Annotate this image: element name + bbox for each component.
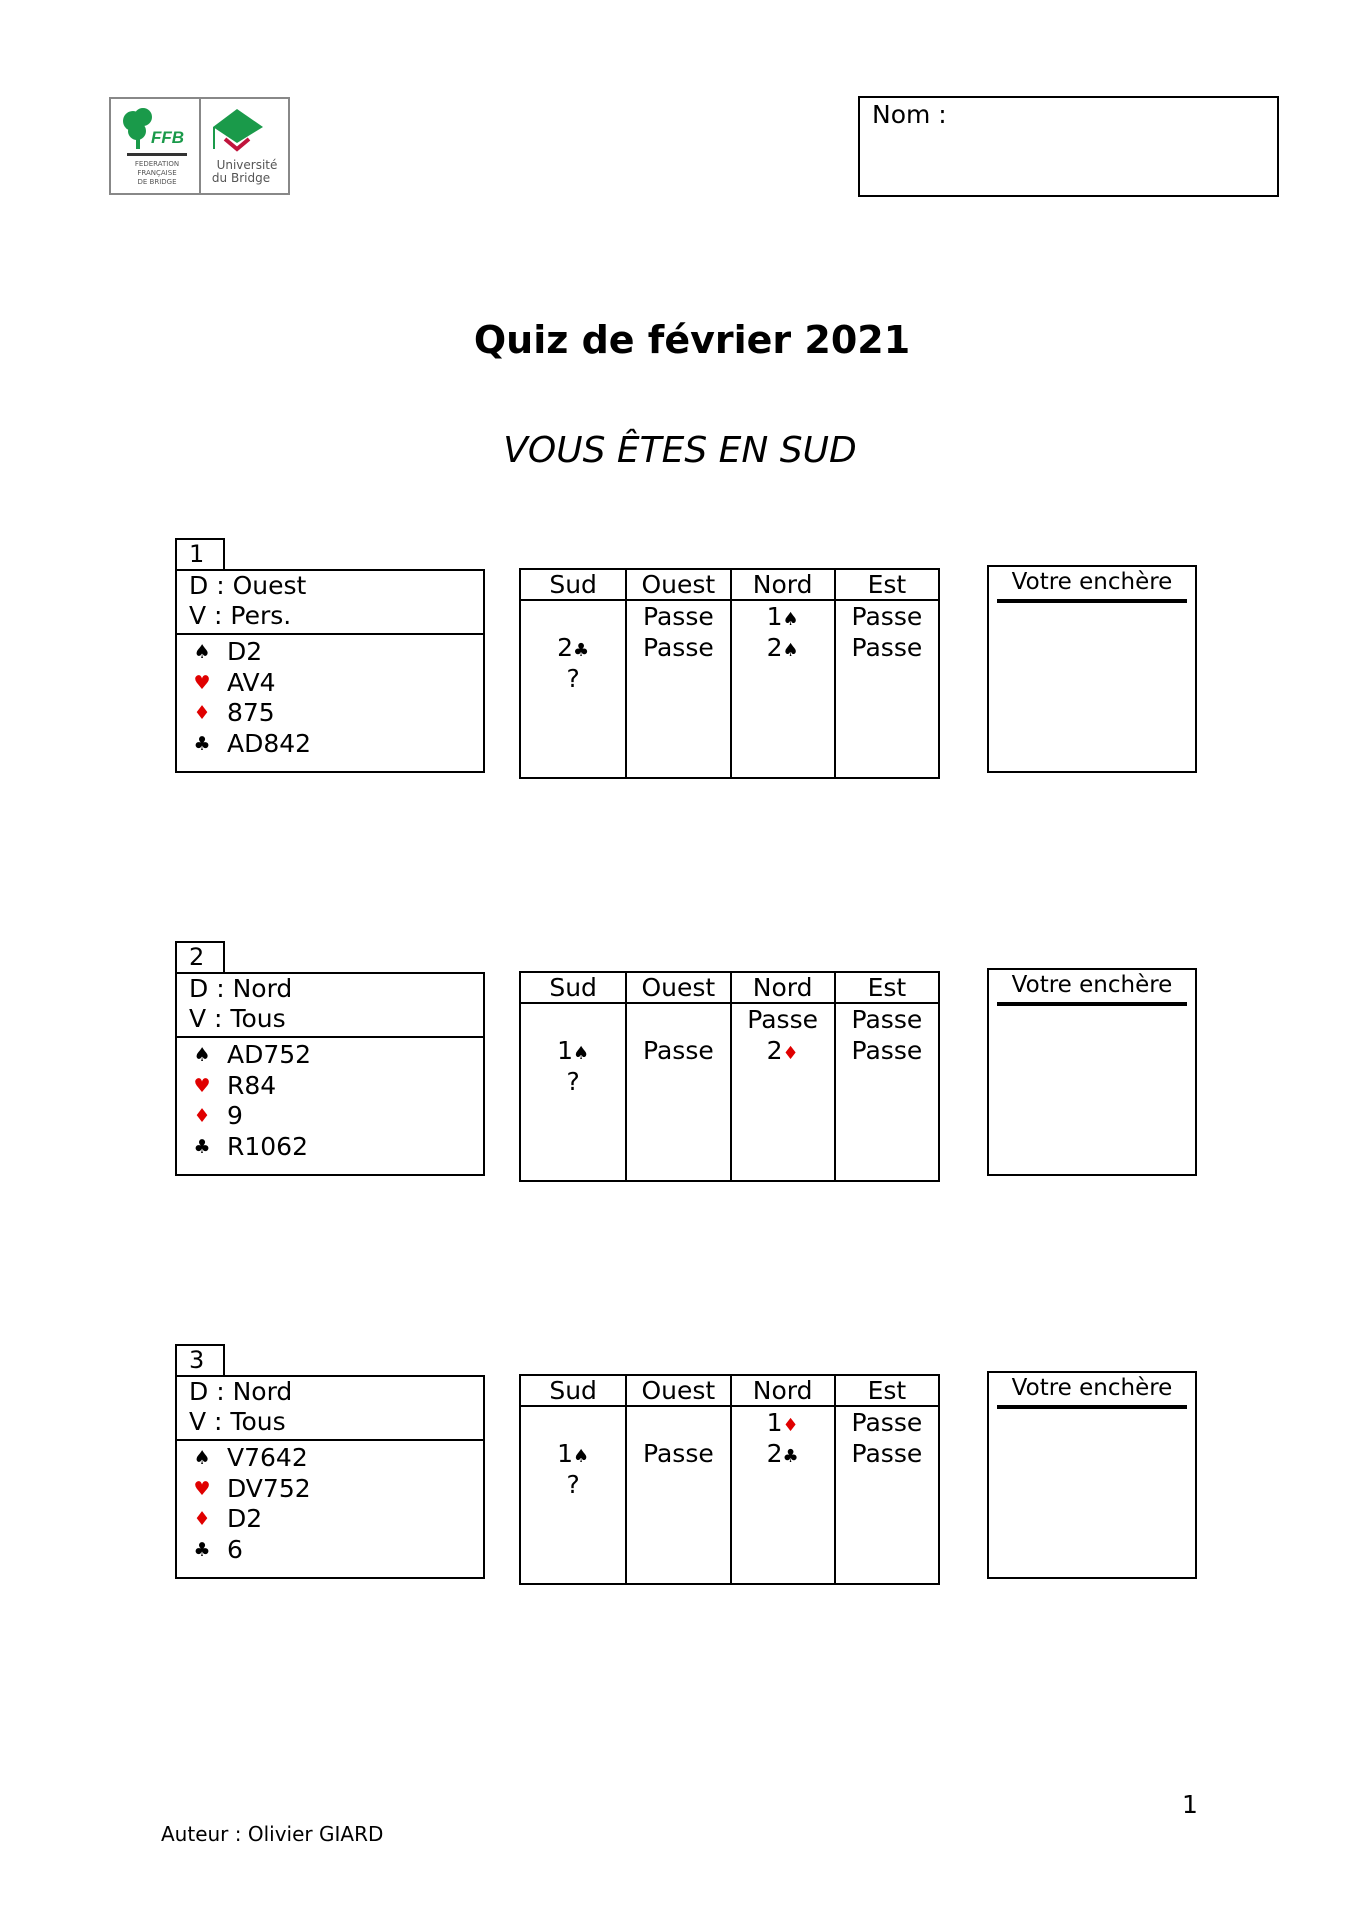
- auction-column: [730, 601, 834, 777]
- auction-table: [519, 971, 940, 1182]
- auction-column: [521, 1004, 625, 1180]
- answer-label: Votre enchère: [1011, 569, 1173, 595]
- deal-info: [177, 1377, 483, 1441]
- svg-text:FRANÇAISE: FRANÇAISE: [137, 169, 177, 177]
- suit-icon: ♠: [573, 1446, 590, 1467]
- auction-header: Nord: [730, 973, 834, 1004]
- auction-column: [521, 601, 625, 777]
- suit-icon: ♠: [782, 640, 799, 661]
- auction-header: Ouest: [625, 973, 729, 1004]
- auction-column: [730, 1004, 834, 1180]
- answer-box[interactable]: [987, 1371, 1197, 1579]
- suit-cards: D2: [227, 1504, 263, 1533]
- answer-underline: [997, 1405, 1187, 1409]
- suit-icon: ♣: [193, 732, 211, 755]
- suit-icon: ♥: [193, 1074, 211, 1097]
- page-title: Quiz de février 2021: [473, 318, 911, 362]
- svg-text:FEDERATION: FEDERATION: [134, 160, 180, 168]
- dealer-label: D : Nord: [189, 1377, 293, 1406]
- dealer-label: D : Nord: [189, 974, 293, 1003]
- answer-underline: [997, 599, 1187, 603]
- auction-header: Sud: [521, 1376, 625, 1407]
- auction-column: [834, 601, 938, 777]
- suit-row: [177, 1504, 483, 1535]
- suit-icon: ♠: [193, 641, 211, 663]
- hand-diagram: [175, 972, 485, 1176]
- auction-table: [519, 1374, 940, 1585]
- suit-icon: ♠: [193, 1044, 211, 1066]
- bid: Passe: [643, 602, 714, 631]
- suit-cards: AV4: [227, 667, 276, 697]
- bid: [521, 1407, 625, 1438]
- bid: Passe: [851, 1408, 923, 1437]
- auction-header: Ouest: [625, 570, 729, 601]
- deal-info: [177, 571, 483, 635]
- auction-column: [625, 1004, 729, 1180]
- svg-text:DE BRIDGE: DE BRIDGE: [137, 178, 177, 186]
- auction-header: Nord: [730, 1376, 834, 1407]
- suit-row: [177, 1101, 483, 1132]
- auction-column: [625, 601, 729, 777]
- suit-row: [177, 668, 483, 699]
- suit-cards: 875: [227, 698, 275, 727]
- vulnerability-label: V : Pers.: [189, 601, 292, 630]
- vulnerability-label: V : Tous: [189, 1004, 286, 1033]
- auction-header: Nord: [730, 570, 834, 601]
- suit-row: [177, 637, 483, 668]
- bid: ?: [566, 1067, 580, 1096]
- bid: Passe: [643, 1439, 714, 1468]
- suit-icon: ♦: [782, 1043, 799, 1064]
- suit-icon: ♦: [193, 1105, 211, 1127]
- deal-info: [177, 974, 483, 1038]
- hand-holdings: [177, 1038, 483, 1162]
- bid: Passe: [851, 633, 923, 662]
- bid: 2♦: [766, 1036, 799, 1065]
- bid: Passe: [851, 1439, 923, 1468]
- quiz-number: 2: [175, 941, 225, 972]
- suit-icon: ♦: [782, 1415, 799, 1436]
- suit-icon: ♦: [193, 1508, 211, 1530]
- suit-icon: ♥: [193, 671, 211, 694]
- suit-cards: D2: [227, 637, 263, 666]
- auction-header: Est: [834, 570, 938, 601]
- suit-icon: ♥: [193, 1477, 211, 1500]
- bid: 1♠: [557, 1439, 590, 1468]
- auction-header: Sud: [521, 973, 625, 1004]
- suit-icon: ♦: [193, 702, 211, 724]
- suit-icon: ♣: [782, 1446, 799, 1467]
- universite-logo: [201, 99, 289, 193]
- bid: ?: [566, 664, 580, 693]
- ffb-logo: [111, 99, 201, 193]
- suit-icon: ♠: [782, 609, 799, 630]
- quiz-number: 3: [175, 1344, 225, 1375]
- auction-table: [519, 568, 940, 779]
- hand-holdings: [177, 635, 483, 759]
- auction-column: [834, 1407, 938, 1583]
- suit-icon: ♠: [193, 1447, 211, 1469]
- suit-cards: AD752: [227, 1040, 312, 1069]
- auction-column: [521, 1407, 625, 1583]
- name-label: Nom :: [872, 100, 947, 129]
- bid: 2♠: [766, 633, 799, 662]
- bid: 1♦: [766, 1408, 799, 1437]
- suit-cards: AD842: [227, 728, 312, 758]
- hand-diagram: [175, 1375, 485, 1579]
- auction-header: Sud: [521, 570, 625, 601]
- answer-label: Votre enchère: [1011, 972, 1173, 998]
- suit-icon: ♠: [573, 1043, 590, 1064]
- suit-row: [177, 1132, 483, 1163]
- bid: [627, 1004, 729, 1035]
- suit-row: [177, 1071, 483, 1102]
- svg-text:FFB: FFB: [151, 128, 185, 147]
- page-number: 1: [1182, 1790, 1198, 1819]
- bid: 2♣: [557, 633, 590, 662]
- auction-column: [834, 1004, 938, 1180]
- suit-icon: ♣: [193, 1135, 211, 1158]
- auction-header: Ouest: [625, 1376, 729, 1407]
- auction-column: [625, 1407, 729, 1583]
- author: Auteur : Olivier GIARD: [161, 1822, 384, 1846]
- bid: Passe: [747, 1005, 818, 1034]
- answer-underline: [997, 1002, 1187, 1006]
- logo: [109, 97, 290, 195]
- name-field[interactable]: [858, 96, 1279, 197]
- bid: 1♠: [766, 602, 799, 631]
- answer-box[interactable]: [987, 565, 1197, 773]
- bid: [521, 1004, 625, 1035]
- bid: Passe: [851, 1005, 923, 1034]
- suit-row: [177, 1040, 483, 1071]
- page-subtitle: VOUS ÊTES EN SUD: [503, 430, 857, 471]
- bid: Passe: [643, 1036, 714, 1065]
- answer-box[interactable]: [987, 968, 1197, 1176]
- bid: 2♣: [766, 1439, 799, 1468]
- suit-row: [177, 1474, 483, 1505]
- answer-label: Votre enchère: [1011, 1375, 1173, 1401]
- suit-cards: R1062: [227, 1131, 308, 1161]
- svg-text:du Bridge: du Bridge: [211, 171, 270, 185]
- auction-column: [730, 1407, 834, 1583]
- suit-icon: ♣: [573, 640, 590, 661]
- suit-row: [177, 729, 483, 760]
- bid: [521, 601, 625, 632]
- bid: ?: [566, 1470, 580, 1499]
- bid: [627, 1407, 729, 1438]
- suit-row: [177, 1443, 483, 1474]
- suit-cards: 9: [227, 1101, 243, 1130]
- suit-cards: 6: [227, 1534, 243, 1564]
- suit-row: [177, 698, 483, 729]
- hand-diagram: [175, 569, 485, 773]
- dealer-label: D : Ouest: [189, 571, 307, 600]
- bid: Passe: [643, 633, 714, 662]
- bid: Passe: [851, 602, 923, 631]
- suit-cards: DV752: [227, 1473, 311, 1503]
- auction-header: Est: [834, 973, 938, 1004]
- vulnerability-label: V : Tous: [189, 1407, 286, 1436]
- quiz-number: 1: [175, 538, 225, 569]
- suit-icon: ♣: [193, 1538, 211, 1561]
- auction-header: Est: [834, 1376, 938, 1407]
- bid: Passe: [851, 1036, 923, 1065]
- suit-cards: V7642: [227, 1443, 308, 1472]
- suit-cards: R84: [227, 1070, 277, 1100]
- hand-holdings: [177, 1441, 483, 1565]
- svg-text:Université: Université: [216, 158, 277, 172]
- bid: 1♠: [557, 1036, 590, 1065]
- suit-row: [177, 1535, 483, 1566]
